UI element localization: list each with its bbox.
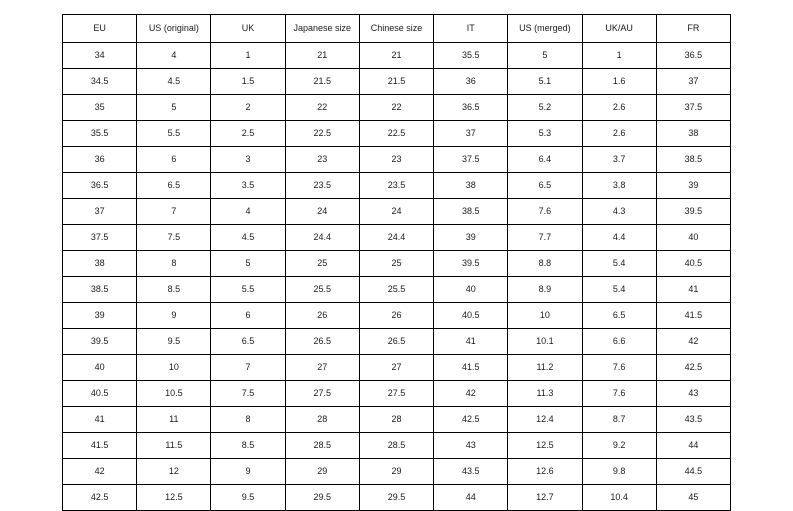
table-cell: 5.5 bbox=[137, 121, 211, 147]
table-cell: 29.5 bbox=[285, 485, 359, 511]
table-header bbox=[63, 15, 731, 43]
table-cell: 5 bbox=[508, 43, 582, 69]
table-cell: 43 bbox=[656, 381, 730, 407]
table-cell: 8 bbox=[137, 251, 211, 277]
table-row bbox=[63, 199, 731, 225]
table-cell: 7.5 bbox=[137, 225, 211, 251]
table-header-row bbox=[63, 15, 731, 43]
table-cell: 5.2 bbox=[508, 95, 582, 121]
table-row bbox=[63, 121, 731, 147]
table-cell: 5.4 bbox=[582, 251, 656, 277]
table-cell: 23 bbox=[285, 147, 359, 173]
table-cell: 40 bbox=[656, 225, 730, 251]
table-cell: 7 bbox=[137, 199, 211, 225]
table-cell: 23.5 bbox=[359, 173, 433, 199]
table-cell: 6.5 bbox=[137, 173, 211, 199]
table-cell: 44.5 bbox=[656, 459, 730, 485]
table-cell: 41.5 bbox=[434, 355, 508, 381]
table-cell: 44 bbox=[656, 433, 730, 459]
table-cell: 7.6 bbox=[508, 199, 582, 225]
table-cell: 12.5 bbox=[508, 433, 582, 459]
table-cell: 40 bbox=[63, 355, 137, 381]
table-cell: 6.4 bbox=[508, 147, 582, 173]
table-cell: 2.5 bbox=[211, 121, 285, 147]
table-cell: 7.6 bbox=[582, 381, 656, 407]
table-cell: 24 bbox=[285, 199, 359, 225]
table-cell: 38.5 bbox=[63, 277, 137, 303]
table-cell: 6 bbox=[137, 147, 211, 173]
table-cell: 2.6 bbox=[582, 121, 656, 147]
table-cell: 43 bbox=[434, 433, 508, 459]
column-header: US (merged) bbox=[508, 15, 582, 43]
table-cell: 29 bbox=[359, 459, 433, 485]
table-cell: 4 bbox=[211, 199, 285, 225]
table-cell: 26 bbox=[285, 303, 359, 329]
table-cell: 26 bbox=[359, 303, 433, 329]
table-cell: 40 bbox=[434, 277, 508, 303]
table-cell: 42 bbox=[63, 459, 137, 485]
table-cell: 37 bbox=[434, 121, 508, 147]
column-header: UK/AU bbox=[582, 15, 656, 43]
table-row bbox=[63, 95, 731, 121]
table-row bbox=[63, 329, 731, 355]
table-cell: 11.3 bbox=[508, 381, 582, 407]
table-row bbox=[63, 407, 731, 433]
table-cell: 7 bbox=[211, 355, 285, 381]
table-cell: 27 bbox=[285, 355, 359, 381]
table-cell: 38.5 bbox=[656, 147, 730, 173]
table-cell: 37 bbox=[63, 199, 137, 225]
table-cell: 21 bbox=[359, 43, 433, 69]
table-cell: 1 bbox=[582, 43, 656, 69]
table-row bbox=[63, 225, 731, 251]
table-cell: 38 bbox=[656, 121, 730, 147]
table-cell: 43.5 bbox=[656, 407, 730, 433]
table-cell: 38.5 bbox=[434, 199, 508, 225]
table-cell: 35.5 bbox=[63, 121, 137, 147]
table-cell: 42 bbox=[434, 381, 508, 407]
table-cell: 21 bbox=[285, 43, 359, 69]
table-cell: 28 bbox=[285, 407, 359, 433]
table-cell: 40.5 bbox=[63, 381, 137, 407]
table-row bbox=[63, 251, 731, 277]
table-cell: 12.6 bbox=[508, 459, 582, 485]
table-cell: 26.5 bbox=[285, 329, 359, 355]
table-cell: 36.5 bbox=[434, 95, 508, 121]
table-cell: 2 bbox=[211, 95, 285, 121]
table-cell: 25 bbox=[285, 251, 359, 277]
table-cell: 4.4 bbox=[582, 225, 656, 251]
table-cell: 5.4 bbox=[582, 277, 656, 303]
table-cell: 3.7 bbox=[582, 147, 656, 173]
table-cell: 37.5 bbox=[434, 147, 508, 173]
table-cell: 21.5 bbox=[359, 69, 433, 95]
table-cell: 36.5 bbox=[63, 173, 137, 199]
table-cell: 21.5 bbox=[285, 69, 359, 95]
table-cell: 27 bbox=[359, 355, 433, 381]
table-cell: 29.5 bbox=[359, 485, 433, 511]
table-cell: 29 bbox=[285, 459, 359, 485]
table-cell: 41 bbox=[656, 277, 730, 303]
table-cell: 3 bbox=[211, 147, 285, 173]
table-cell: 11.5 bbox=[137, 433, 211, 459]
table-cell: 36 bbox=[434, 69, 508, 95]
table-cell: 4.5 bbox=[137, 69, 211, 95]
table-cell: 12 bbox=[137, 459, 211, 485]
table-cell: 41.5 bbox=[656, 303, 730, 329]
table-cell: 41.5 bbox=[63, 433, 137, 459]
shoe-size-conversion-table bbox=[62, 14, 731, 511]
table-cell: 39 bbox=[63, 303, 137, 329]
table-cell: 6.5 bbox=[582, 303, 656, 329]
table-cell: 24.4 bbox=[285, 225, 359, 251]
table-cell: 25.5 bbox=[285, 277, 359, 303]
table-cell: 8.7 bbox=[582, 407, 656, 433]
table-cell: 35 bbox=[63, 95, 137, 121]
table-cell: 23 bbox=[359, 147, 433, 173]
table-cell: 25.5 bbox=[359, 277, 433, 303]
table-cell: 22.5 bbox=[359, 121, 433, 147]
table-cell: 1 bbox=[211, 43, 285, 69]
table-cell: 11 bbox=[137, 407, 211, 433]
column-header: FR bbox=[656, 15, 730, 43]
table-cell: 4 bbox=[137, 43, 211, 69]
table-cell: 12.7 bbox=[508, 485, 582, 511]
table-cell: 1.5 bbox=[211, 69, 285, 95]
table-cell: 27.5 bbox=[285, 381, 359, 407]
table-cell: 23.5 bbox=[285, 173, 359, 199]
column-header: Japanese size bbox=[285, 15, 359, 43]
table-cell: 37.5 bbox=[656, 95, 730, 121]
column-header: US (original) bbox=[137, 15, 211, 43]
table-cell: 44 bbox=[434, 485, 508, 511]
table-cell: 12.4 bbox=[508, 407, 582, 433]
table-cell: 28 bbox=[359, 407, 433, 433]
column-header: EU bbox=[63, 15, 137, 43]
table-cell: 37 bbox=[656, 69, 730, 95]
table-cell: 7.6 bbox=[582, 355, 656, 381]
table-cell: 8 bbox=[211, 407, 285, 433]
column-header: Chinese size bbox=[359, 15, 433, 43]
table-row bbox=[63, 381, 731, 407]
table-cell: 9 bbox=[211, 459, 285, 485]
table-cell: 39.5 bbox=[63, 329, 137, 355]
table-row bbox=[63, 355, 731, 381]
table-cell: 6.5 bbox=[508, 173, 582, 199]
table-cell: 27.5 bbox=[359, 381, 433, 407]
table-body bbox=[63, 43, 731, 511]
table-cell: 5.5 bbox=[211, 277, 285, 303]
table-cell: 9 bbox=[137, 303, 211, 329]
table-cell: 24 bbox=[359, 199, 433, 225]
table-cell: 34 bbox=[63, 43, 137, 69]
table-cell: 38 bbox=[63, 251, 137, 277]
table-cell: 39 bbox=[656, 173, 730, 199]
table-cell: 45 bbox=[656, 485, 730, 511]
table-cell: 8.5 bbox=[137, 277, 211, 303]
table-row bbox=[63, 485, 731, 511]
table-cell: 41 bbox=[63, 407, 137, 433]
table-cell: 42.5 bbox=[656, 355, 730, 381]
table-row bbox=[63, 173, 731, 199]
table-cell: 8.9 bbox=[508, 277, 582, 303]
table-cell: 37.5 bbox=[63, 225, 137, 251]
table-cell: 10.5 bbox=[137, 381, 211, 407]
table-cell: 9.5 bbox=[211, 485, 285, 511]
table-cell: 22 bbox=[285, 95, 359, 121]
table-cell: 41 bbox=[434, 329, 508, 355]
table-cell: 22 bbox=[359, 95, 433, 121]
table-cell: 4.3 bbox=[582, 199, 656, 225]
table-cell: 7.7 bbox=[508, 225, 582, 251]
table-cell: 4.5 bbox=[211, 225, 285, 251]
table-cell: 10 bbox=[137, 355, 211, 381]
table-cell: 6.5 bbox=[211, 329, 285, 355]
table-cell: 35.5 bbox=[434, 43, 508, 69]
table-cell: 3.8 bbox=[582, 173, 656, 199]
table-row bbox=[63, 147, 731, 173]
table-cell: 2.6 bbox=[582, 95, 656, 121]
table-cell: 5.3 bbox=[508, 121, 582, 147]
table-cell: 28.5 bbox=[359, 433, 433, 459]
table-cell: 8.8 bbox=[508, 251, 582, 277]
table-cell: 9.5 bbox=[137, 329, 211, 355]
table-cell: 36 bbox=[63, 147, 137, 173]
table-cell: 25 bbox=[359, 251, 433, 277]
table-cell: 3.5 bbox=[211, 173, 285, 199]
table-cell: 9.8 bbox=[582, 459, 656, 485]
table-cell: 42.5 bbox=[434, 407, 508, 433]
table-cell: 39.5 bbox=[434, 251, 508, 277]
table-cell: 12.5 bbox=[137, 485, 211, 511]
table-row bbox=[63, 69, 731, 95]
table-row bbox=[63, 459, 731, 485]
table-cell: 10 bbox=[508, 303, 582, 329]
table-cell: 42.5 bbox=[63, 485, 137, 511]
table-cell: 36.5 bbox=[656, 43, 730, 69]
table-cell: 5 bbox=[211, 251, 285, 277]
column-header: IT bbox=[434, 15, 508, 43]
table-cell: 6.6 bbox=[582, 329, 656, 355]
table-cell: 8.5 bbox=[211, 433, 285, 459]
table-cell: 11.2 bbox=[508, 355, 582, 381]
table-cell: 7.5 bbox=[211, 381, 285, 407]
table-cell: 28.5 bbox=[285, 433, 359, 459]
table-cell: 6 bbox=[211, 303, 285, 329]
table-cell: 43.5 bbox=[434, 459, 508, 485]
table-row bbox=[63, 433, 731, 459]
table-cell: 39 bbox=[434, 225, 508, 251]
table-cell: 40.5 bbox=[434, 303, 508, 329]
table-cell: 39.5 bbox=[656, 199, 730, 225]
table-cell: 5 bbox=[137, 95, 211, 121]
table-cell: 22.5 bbox=[285, 121, 359, 147]
table-cell: 38 bbox=[434, 173, 508, 199]
table-cell: 24.4 bbox=[359, 225, 433, 251]
table-cell: 26.5 bbox=[359, 329, 433, 355]
table-cell: 1.6 bbox=[582, 69, 656, 95]
table-row bbox=[63, 303, 731, 329]
table-cell: 9.2 bbox=[582, 433, 656, 459]
table-cell: 5.1 bbox=[508, 69, 582, 95]
table-row bbox=[63, 43, 731, 69]
table-cell: 42 bbox=[656, 329, 730, 355]
table-cell: 10.4 bbox=[582, 485, 656, 511]
table-cell: 40.5 bbox=[656, 251, 730, 277]
column-header: UK bbox=[211, 15, 285, 43]
table-cell: 10.1 bbox=[508, 329, 582, 355]
table-cell: 34.5 bbox=[63, 69, 137, 95]
table-row bbox=[63, 277, 731, 303]
